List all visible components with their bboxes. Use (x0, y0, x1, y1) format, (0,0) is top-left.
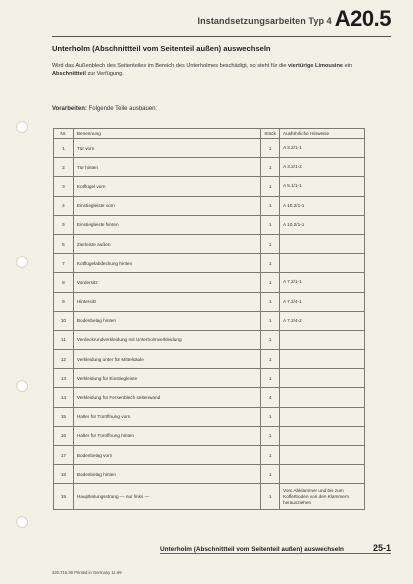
cell-qty: 1 (261, 407, 280, 426)
intro-mid: ein (344, 63, 353, 69)
cell-name: Hauptleitungsstrang — nur links — (73, 484, 260, 510)
table-row (54, 330, 365, 349)
cell-note: A 10.2/1-1 (279, 215, 364, 234)
cell-nr: 16 (54, 426, 74, 445)
intro-end: zur Verfügung. (87, 71, 124, 77)
cell-name: Kotflügelabdeckung hinten (73, 254, 260, 273)
cell-name: Verkleidung unter für Mittelsäule (73, 350, 260, 369)
table-row (54, 388, 365, 407)
table-row (54, 234, 365, 253)
cell-name: Hintersitz (73, 292, 260, 311)
cell-note (279, 330, 364, 349)
print-info: 320.715.36 Printed in Germany 11.69 (52, 570, 122, 575)
cell-name: Einstiegleiste hinten (73, 215, 260, 234)
cell-nr: 9 (54, 292, 74, 311)
footer-title: Unterholm (Abschnittteil vom Seitenteil außen) auswechseln (160, 546, 344, 553)
col-header-name: Benennung (73, 129, 260, 139)
table-row (54, 350, 365, 369)
cell-qty: 1 (261, 311, 280, 330)
footer-rule (160, 553, 391, 554)
cell-name: Kotflügel vorn (73, 177, 260, 196)
prep-text: Folgende Teile ausbauen: (88, 106, 158, 112)
footer-page-number: 25-1 (372, 543, 391, 553)
table-row (54, 369, 365, 388)
cell-nr: 12 (54, 350, 74, 369)
cell-qty: 1 (261, 196, 280, 215)
table-row (54, 177, 365, 196)
cell-note (279, 388, 364, 407)
table-row (54, 484, 365, 510)
cell-nr: 10 (54, 311, 74, 330)
cell-note (279, 407, 364, 426)
cell-nr: 15 (54, 407, 74, 426)
cell-note: A 3.2/1-1 (279, 139, 364, 158)
cell-nr: 6 (54, 234, 74, 253)
cell-qty: 1 (261, 292, 280, 311)
cell-qty: 1 (261, 254, 280, 273)
col-header-nr: Nr. (54, 129, 74, 139)
cell-note: A 3.2/1-2 (279, 158, 364, 177)
cell-name: Tür vorn (73, 139, 260, 158)
table-row (54, 139, 365, 158)
cell-nr: 13 (54, 369, 74, 388)
cell-note (279, 350, 364, 369)
prep-line (52, 106, 157, 112)
table-row (54, 158, 365, 177)
cell-qty: 1 (261, 369, 280, 388)
cell-nr: 5 (54, 215, 74, 234)
cell-qty: 1 (261, 234, 280, 253)
cell-nr: 14 (54, 388, 74, 407)
cell-name: Verkleidung für Einstiegleiste (73, 369, 260, 388)
table-row (54, 254, 365, 273)
cell-qty: 1 (261, 446, 280, 465)
punch-hole (16, 516, 28, 528)
cell-nr: 7 (54, 254, 74, 273)
table-row (54, 215, 365, 234)
cell-note: A 7.2/4-1 (279, 292, 364, 311)
cell-name: Bodenbelag vorn (73, 446, 260, 465)
cell-qty: 1 (261, 484, 280, 510)
cell-note: A 5.1/1-1 (279, 177, 364, 196)
cell-name: Einstiegleiste vorn (73, 196, 260, 215)
cell-nr: 11 (54, 330, 74, 349)
cell-nr: 1 (54, 139, 74, 158)
cell-qty: 1 (261, 177, 280, 196)
parts-table (53, 128, 365, 510)
table-row (54, 446, 365, 465)
cell-qty: 1 (261, 330, 280, 349)
table-row (54, 465, 365, 484)
page-header (198, 8, 391, 30)
cell-note: A 10.2/1-1 (279, 196, 364, 215)
cell-nr: 8 (54, 273, 74, 292)
cell-nr: 19 (54, 484, 74, 510)
table-row (54, 292, 365, 311)
table-row (54, 196, 365, 215)
cell-note: A 7.2/4-2 (279, 311, 364, 330)
table-header-row (54, 129, 365, 139)
header-code: A20.5 (334, 6, 391, 31)
cell-name: Vordersitz (73, 273, 260, 292)
punch-hole (16, 121, 28, 133)
intro-text: Wird das Außenblech des Seitenteiles im Bereich des Unterholmes beschädigt, so steht für die (52, 63, 287, 69)
col-header-qty: Stück (261, 129, 280, 139)
cell-name: Halter für Türöffnung hinten (73, 426, 260, 445)
intro-bold-model: viertürige Limousine (288, 63, 344, 69)
cell-qty: 1 (261, 273, 280, 292)
cell-name: Verdeckrundverkleidung mit Unterholmverkleidung (73, 330, 260, 349)
cell-name: Halter für Türöffnung vorn (73, 407, 260, 426)
cell-nr: 4 (54, 196, 74, 215)
cell-nr: 3 (54, 177, 74, 196)
cell-note (279, 254, 364, 273)
col-header-note: Ausführliche Hinweise (279, 129, 364, 139)
cell-note (279, 369, 364, 388)
cell-note (279, 234, 364, 253)
cell-name: Bodenbelag hinten (73, 311, 260, 330)
intro-paragraph (52, 62, 372, 78)
cell-qty: 1 (261, 158, 280, 177)
header-section: Instandsetzungsarbeiten Typ 4 (197, 16, 332, 26)
table-row (54, 273, 365, 292)
table-row (54, 311, 365, 330)
cell-name: Tür hinten (73, 158, 260, 177)
intro-bold-part: Abschnittteil (52, 71, 86, 77)
cell-qty: 1 (261, 215, 280, 234)
cell-qty: 1 (261, 465, 280, 484)
cell-name: Verkleidung für Fersenblech seitenwand (73, 388, 260, 407)
cell-note (279, 446, 364, 465)
cell-qty: 4 (261, 388, 280, 407)
punch-hole (16, 380, 28, 392)
header-rule (52, 36, 391, 37)
cell-nr: 2 (54, 158, 74, 177)
cell-qty: 1 (261, 139, 280, 158)
punch-hole (16, 256, 28, 268)
table-row (54, 426, 365, 445)
cell-qty: 1 (261, 426, 280, 445)
page-title: Unterholm (Abschnittteil vom Seitenteil außen) auswechseln (52, 44, 271, 53)
cell-note: Vom Abklammer und bis zum Kofferboden von den Klammern herausziehen (279, 484, 364, 510)
cell-note: A 7.2/1-1 (279, 273, 364, 292)
cell-note (279, 465, 364, 484)
cell-note (279, 426, 364, 445)
table-row (54, 407, 365, 426)
cell-name: Zierleiste außen (73, 234, 260, 253)
cell-nr: 17 (54, 446, 74, 465)
prep-label: Vorarbeiten: (52, 106, 87, 112)
cell-nr: 18 (54, 465, 74, 484)
cell-name: Bodenbelag hinten (73, 465, 260, 484)
cell-qty: 1 (261, 350, 280, 369)
